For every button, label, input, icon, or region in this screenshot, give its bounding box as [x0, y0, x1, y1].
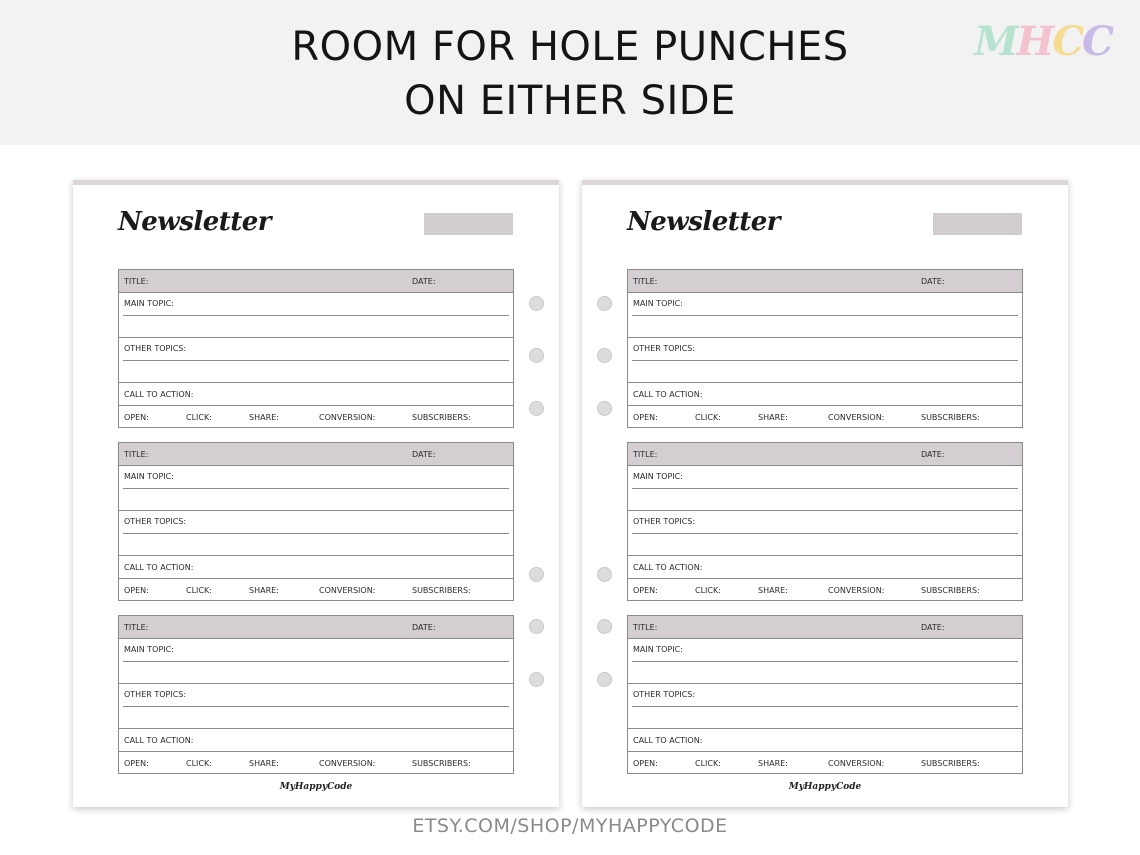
call-to-action-row [119, 556, 513, 579]
conversion-label: CONVERSION: [319, 586, 376, 595]
headline-line-2: ON EITHER SIDE [404, 78, 736, 124]
hole-punch-marker [529, 348, 544, 363]
call-to-action-label: CALL TO ACTION: [633, 563, 703, 572]
title-row [628, 270, 1022, 293]
headline [0, 20, 1140, 128]
newsletter-block [627, 269, 1023, 428]
subscribers-label: SUBSCRIBERS: [412, 413, 471, 422]
writing-line [123, 706, 509, 707]
subscribers-label: SUBSCRIBERS: [412, 586, 471, 595]
other-topics-label: OTHER TOPICS: [124, 690, 187, 699]
shop-url: ETSY.COM/SHOP/MYHAPPYCODE [412, 815, 728, 837]
writing-line [632, 661, 1018, 662]
subscribers-label: SUBSCRIBERS: [921, 586, 980, 595]
brand-logo [974, 18, 1112, 65]
call-to-action-row [119, 729, 513, 752]
call-to-action-row [119, 383, 513, 406]
title-label: TITLE: [124, 450, 149, 459]
main-topic-row [119, 639, 513, 684]
call-to-action-row [628, 383, 1022, 406]
other-topics-row [628, 338, 1022, 383]
other-topics-row [119, 511, 513, 556]
headline-line-1: ROOM FOR HOLE PUNCHES [291, 24, 849, 70]
main-topic-row [628, 293, 1022, 338]
page-title: Newsletter [118, 207, 272, 237]
other-topics-label: OTHER TOPICS: [124, 517, 187, 526]
click-label: CLICK: [186, 586, 212, 595]
other-topics-row [119, 338, 513, 383]
date-label: DATE: [921, 450, 945, 459]
main-topic-row [628, 466, 1022, 511]
open-label: OPEN: [124, 759, 149, 768]
call-to-action-label: CALL TO ACTION: [633, 736, 703, 745]
hole-punch-marker [597, 296, 612, 311]
stats-row [628, 579, 1022, 601]
hole-punch-marker [529, 401, 544, 416]
conversion-label: CONVERSION: [319, 759, 376, 768]
call-to-action-label: CALL TO ACTION: [124, 390, 194, 399]
share-label: SHARE: [758, 586, 788, 595]
conversion-label: CONVERSION: [319, 413, 376, 422]
stats-row [628, 406, 1022, 428]
title-tag [424, 213, 513, 235]
writing-line [632, 488, 1018, 489]
date-label: DATE: [412, 623, 436, 632]
stats-row [119, 406, 513, 428]
call-to-action-row [628, 729, 1022, 752]
title-label: TITLE: [633, 623, 658, 632]
other-topics-label: OTHER TOPICS: [633, 690, 696, 699]
call-to-action-row [628, 556, 1022, 579]
newsletter-block [118, 269, 514, 428]
hole-punch-marker [597, 567, 612, 582]
main-topic-row [119, 466, 513, 511]
brand-letter: H [1016, 18, 1053, 65]
click-label: CLICK: [186, 413, 212, 422]
other-topics-label: OTHER TOPICS: [124, 344, 187, 353]
open-label: OPEN: [633, 759, 658, 768]
hole-punch-marker [597, 401, 612, 416]
click-label: CLICK: [186, 759, 212, 768]
page-title: Newsletter [627, 207, 781, 237]
writing-line [632, 706, 1018, 707]
newsletter-block [118, 442, 514, 601]
title-tag [933, 213, 1022, 235]
main-topic-row [628, 639, 1022, 684]
call-to-action-label: CALL TO ACTION: [124, 563, 194, 572]
newsletter-block [118, 615, 514, 774]
main-topic-label: MAIN TOPIC: [124, 472, 174, 481]
planner-page-right [582, 180, 1068, 807]
brand-letter: M [974, 18, 1017, 65]
share-label: SHARE: [249, 759, 279, 768]
call-to-action-label: CALL TO ACTION: [633, 390, 703, 399]
share-label: SHARE: [249, 586, 279, 595]
title-label: TITLE: [633, 277, 658, 286]
subscribers-label: SUBSCRIBERS: [412, 759, 471, 768]
hole-punch-marker [597, 348, 612, 363]
main-topic-label: MAIN TOPIC: [633, 299, 683, 308]
hole-punch-marker [597, 672, 612, 687]
writing-line [123, 488, 509, 489]
other-topics-row [628, 684, 1022, 729]
title-row [119, 443, 513, 466]
stats-row [119, 752, 513, 774]
date-label: DATE: [412, 450, 436, 459]
date-label: DATE: [921, 277, 945, 286]
title-row [628, 616, 1022, 639]
share-label: SHARE: [758, 759, 788, 768]
call-to-action-label: CALL TO ACTION: [124, 736, 194, 745]
hole-punch-marker [529, 619, 544, 634]
title-label: TITLE: [124, 623, 149, 632]
newsletter-block [627, 442, 1023, 601]
title-row [119, 616, 513, 639]
click-label: CLICK: [695, 586, 721, 595]
other-topics-row [119, 684, 513, 729]
conversion-label: CONVERSION: [828, 586, 885, 595]
writing-line [123, 661, 509, 662]
title-row [628, 443, 1022, 466]
planner-page-left [73, 180, 559, 807]
brand-letter: C [1082, 18, 1112, 65]
writing-line [632, 360, 1018, 361]
hole-punch-marker [529, 296, 544, 311]
other-topics-label: OTHER TOPICS: [633, 517, 696, 526]
stats-row [119, 579, 513, 601]
subscribers-label: SUBSCRIBERS: [921, 413, 980, 422]
main-topic-label: MAIN TOPIC: [124, 645, 174, 654]
footer-brand: MyHappyCode [279, 782, 353, 792]
share-label: SHARE: [758, 413, 788, 422]
writing-line [632, 533, 1018, 534]
hole-punch-marker [529, 672, 544, 687]
main-topic-label: MAIN TOPIC: [633, 645, 683, 654]
other-topics-row [628, 511, 1022, 556]
open-label: OPEN: [124, 413, 149, 422]
other-topics-label: OTHER TOPICS: [633, 344, 696, 353]
brand-letter: C [1052, 18, 1083, 65]
writing-line [123, 315, 509, 316]
writing-line [123, 533, 509, 534]
footer-brand: MyHappyCode [788, 782, 862, 792]
conversion-label: CONVERSION: [828, 413, 885, 422]
newsletter-block [627, 615, 1023, 774]
open-label: OPEN: [124, 586, 149, 595]
stats-row [628, 752, 1022, 774]
hole-punch-marker [529, 567, 544, 582]
title-label: TITLE: [124, 277, 149, 286]
writing-line [632, 315, 1018, 316]
click-label: CLICK: [695, 413, 721, 422]
conversion-label: CONVERSION: [828, 759, 885, 768]
title-row [119, 270, 513, 293]
main-topic-row [119, 293, 513, 338]
hole-punch-marker [597, 619, 612, 634]
open-label: OPEN: [633, 586, 658, 595]
share-label: SHARE: [249, 413, 279, 422]
date-label: DATE: [921, 623, 945, 632]
writing-line [123, 360, 509, 361]
main-topic-label: MAIN TOPIC: [633, 472, 683, 481]
title-label: TITLE: [633, 450, 658, 459]
open-label: OPEN: [633, 413, 658, 422]
date-label: DATE: [412, 277, 436, 286]
main-topic-label: MAIN TOPIC: [124, 299, 174, 308]
subscribers-label: SUBSCRIBERS: [921, 759, 980, 768]
click-label: CLICK: [695, 759, 721, 768]
